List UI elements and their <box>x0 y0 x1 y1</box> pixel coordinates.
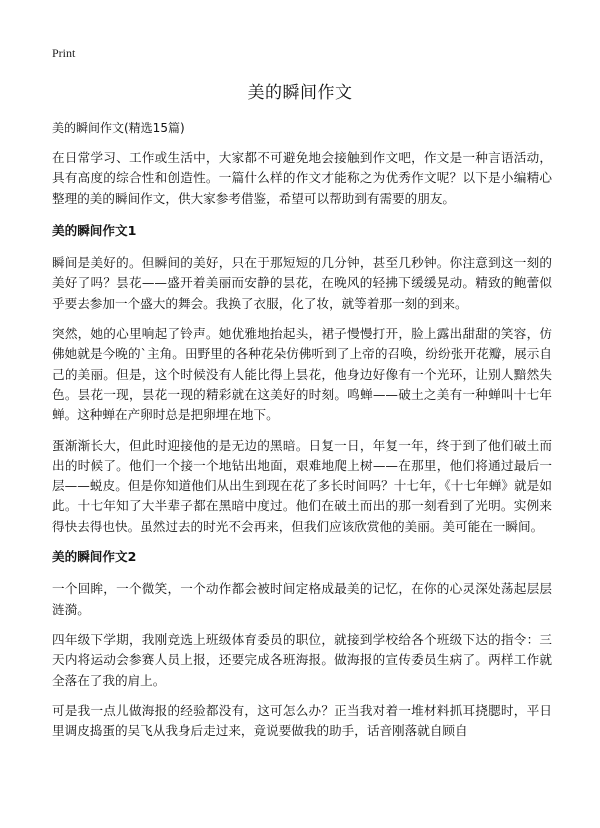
article-body <box>52 148 552 751</box>
page-title: 美的瞬间作文 <box>247 83 353 103</box>
paragraph: 蛋渐渐长大，但此时迎接他的是无边的黑暗。日复一日，年复一年，终于到了他们破土而出的时候了。他们一个接一个地钻出地面，艰难地爬上树——在那里，他们将通过最后一层——蜕皮。但是你知道他们从出生到现在花了多长时间吗？十七年，《十七年蝉》就是如此。十七年知了大半辈子都在黑暗中度过。他们在破土而出的那一刻看到了光明。实例来得快去得也快。虽然过去的时光不会再来，但我们应该欣赏他的美丽。美可能在一瞬间。 <box>52 437 552 534</box>
subtitle: 美的瞬间作文(精选15篇) <box>52 121 185 135</box>
print-label: Print <box>52 46 76 60</box>
paragraph: 可是我一点儿做海报的经验都没有，这可怎么办？正当我对着一堆材料抓耳挠腮时，平日里调皮捣蛋的吴飞从我身后走过来，竟说要做我的助手，话音刚落就自顾自 <box>52 702 552 739</box>
intro-paragraph: 在日常学习、工作或生活中，大家都不可避免地会接触到作文吧，作文是一种言语活动，具有高度的综合性和创造性。一篇什么样的作文才能称之为优秀作文呢？以下是小编精心整理的美的瞬间作文，供大家参考借鉴，希望可以帮助到有需要的朋友。 <box>52 150 552 206</box>
paragraph: 瞬间是美好的。但瞬间的美好，只在于那短短的几分钟，甚至几秒钟。你注意到这一刻的美好了吗？昙花——盛开着美丽而安静的昙花，在晚风的轻拂下缓缓晃动。精致的鲍蕾似乎要去参加一个盛大的舞会。我换了衣服，化了妆，就等着那一刻的到来。 <box>52 255 552 311</box>
section-heading-2: 美的瞬间作文2 <box>52 549 137 565</box>
section-heading-1: 美的瞬间作文1 <box>52 222 137 238</box>
paragraph: 四年级下学期，我刚竞选上班级体育委员的职位，就接到学校给各个班级下达的指令：三天内将运动会参赛人员上报，还要完成各班海报。做海报的宣传委员生病了。两样工作就全落在了我的肩上。 <box>52 631 552 688</box>
paragraph: 一个回眸，一个微笑，一个动作都会被时间定格成最美的记忆，在你的心灵深处荡起层层涟漪。 <box>52 581 552 617</box>
paragraph: 突然，她的心里响起了铃声。她优雅地抬起头，裙子慢慢打开，脸上露出甜甜的笑容，仿佛她就是今晚的`主角。田野里的各种花朵仿佛听到了上帝的召唤，纷纷张开花瓣，展示自己的美丽。但是，这个时候没有人能比得上昙花，他身边好像有一个光环，让别人黯然失色。昙花一现，昙花一现的精彩就在这美好的时刻。鸣蝉——破土之美有一种蝉叫十七年蝉。这种蝉在产卵时总是把卵埋在地下。 <box>52 326 552 423</box>
